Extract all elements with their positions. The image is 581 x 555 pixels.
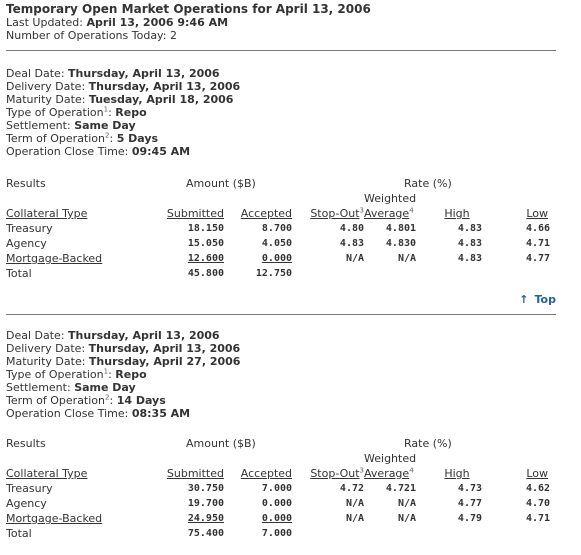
maturity-date-label: Maturity Date: <box>6 93 86 106</box>
table-row <box>6 511 556 526</box>
term-label: Term of Operation <box>6 394 105 407</box>
operations-count <box>6 29 556 42</box>
footnote-2-link[interactable]: 2 <box>105 393 110 402</box>
table-group-header <box>6 176 556 191</box>
col-submitted[interactable]: Submitted <box>166 467 224 480</box>
row-high: 4.79 <box>457 513 483 524</box>
total-label: Total <box>6 527 32 540</box>
row-low: 4.71 <box>525 238 551 249</box>
page-title: Temporary Open Market Operations for April 13, 2006 <box>6 2 371 16</box>
row-submitted: 24.950 <box>187 513 224 524</box>
total-accepted: 12.750 <box>255 268 293 279</box>
settlement-value: Same Day <box>74 119 136 132</box>
col-stop-out-label[interactable]: Stop-Out <box>310 207 360 220</box>
col-stop-out <box>292 206 364 221</box>
row-low: 4.71 <box>525 513 551 524</box>
last-updated-value: April 13, 2006 9:46 AM <box>86 16 229 29</box>
term-row <box>6 394 556 407</box>
deal-date-value: Thursday, April 13, 2006 <box>68 329 220 342</box>
close-time-row <box>6 145 556 158</box>
total-label: Total <box>6 267 32 280</box>
row-accepted: 0.000 <box>261 513 293 524</box>
colon: : <box>109 394 114 407</box>
row-low: 4.66 <box>525 223 551 234</box>
delivery-date-label: Delivery Date: <box>6 80 86 93</box>
amount-header: Amount ($B) <box>186 437 256 450</box>
row-high: 4.83 <box>457 253 483 264</box>
row-collateral-type: Agency <box>6 497 47 510</box>
term-label: Term of Operation <box>6 132 105 145</box>
rate-header: Rate (%) <box>404 437 452 450</box>
table-row <box>6 221 556 236</box>
operation-block <box>6 67 556 281</box>
col-stop-out <box>292 466 364 481</box>
operation-type-value: Repo <box>115 368 147 381</box>
close-time-label: Operation Close Time: <box>6 407 129 420</box>
operation-type-row <box>6 368 556 381</box>
footnote-2-link[interactable]: 2 <box>105 131 110 140</box>
results-label: Results <box>6 437 46 450</box>
col-accepted[interactable]: Accepted <box>240 467 293 480</box>
table-total-row <box>6 526 556 541</box>
col-weighted-average <box>364 206 424 221</box>
colon: : <box>108 106 112 119</box>
row-high: 4.83 <box>457 238 483 249</box>
footnote-3-link[interactable]: 3 <box>359 466 365 475</box>
operations-count-label: Number of Operations Today: <box>6 29 167 42</box>
row-high: 4.83 <box>457 223 483 234</box>
weighted-label: Weighted <box>364 192 417 205</box>
term-value: 14 Days <box>116 394 166 407</box>
operation-type-row <box>6 106 556 119</box>
row-collateral-type: Treasury <box>6 222 53 235</box>
total-accepted: 7.000 <box>261 528 293 539</box>
table-row <box>6 236 556 251</box>
col-submitted[interactable]: Submitted <box>166 207 224 220</box>
row-low: 4.77 <box>525 253 551 264</box>
row-stop-out: 4.83 <box>339 238 365 249</box>
delivery-date-row <box>6 342 556 355</box>
row-accepted: 4.050 <box>261 238 293 249</box>
footnote-4-link[interactable]: 4 <box>409 206 414 215</box>
row-weighted-average: N/A <box>397 498 417 509</box>
close-time-row <box>6 407 556 420</box>
table-total-row <box>6 266 556 281</box>
delivery-date-value: Thursday, April 13, 2006 <box>88 342 241 355</box>
table-row <box>6 481 556 496</box>
operation-type-label: Type of Operation <box>6 106 104 119</box>
col-average-label[interactable]: Average <box>364 207 410 220</box>
col-stop-out-label[interactable]: Stop-Out <box>310 467 360 480</box>
operation-block <box>6 329 556 541</box>
divider <box>6 314 556 315</box>
row-weighted-average: 4.830 <box>385 238 417 249</box>
row-accepted: 8.700 <box>261 223 293 234</box>
row-submitted: 18.150 <box>187 223 224 234</box>
settlement-row <box>6 381 556 394</box>
total-submitted: 75.400 <box>187 528 224 539</box>
row-weighted-average: 4.721 <box>385 483 417 494</box>
maturity-date-value: Tuesday, April 18, 2006 <box>88 93 234 106</box>
col-collateral-type[interactable]: Collateral Type <box>6 467 88 480</box>
table-header-row <box>6 466 556 481</box>
row-collateral-type: Treasury <box>6 482 53 495</box>
row-weighted-average: 4.801 <box>385 223 417 234</box>
row-stop-out: N/A <box>345 513 365 524</box>
deal-date-label: Deal Date: <box>6 329 65 342</box>
results-table <box>6 176 556 281</box>
row-accepted: 0.000 <box>261 253 293 264</box>
colon: : <box>109 132 114 145</box>
row-submitted: 12.600 <box>187 253 224 264</box>
maturity-date-row <box>6 93 556 106</box>
table-group-header <box>6 436 556 451</box>
weighted-label: Weighted <box>364 452 417 465</box>
rate-header: Rate (%) <box>404 177 452 190</box>
maturity-date-label: Maturity Date: <box>6 355 86 368</box>
row-stop-out: N/A <box>345 498 365 509</box>
footnote-3-link[interactable]: 3 <box>359 206 365 215</box>
delivery-date-value: Thursday, April 13, 2006 <box>88 80 241 93</box>
row-weighted-average: N/A <box>397 253 417 264</box>
col-low[interactable]: Low <box>526 467 549 480</box>
maturity-date-value: Thursday, April 27, 2006 <box>88 355 241 368</box>
row-submitted: 19.700 <box>187 498 224 509</box>
row-submitted: 30.750 <box>187 483 224 494</box>
last-updated-label: Last Updated: <box>6 16 83 29</box>
row-high: 4.77 <box>457 498 483 509</box>
footnote-1-link[interactable]: 1 <box>103 367 109 376</box>
row-accepted: 7.000 <box>261 483 293 494</box>
colon: : <box>108 368 112 381</box>
deal-date-label: Deal Date: <box>6 67 65 80</box>
settlement-label: Settlement: <box>6 381 71 394</box>
operation-type-label: Type of Operation <box>6 368 104 381</box>
row-low: 4.70 <box>525 498 551 509</box>
results-label: Results <box>6 177 46 190</box>
divider <box>6 50 556 51</box>
col-high[interactable]: High <box>444 467 470 480</box>
results-table <box>6 436 556 541</box>
term-row <box>6 132 556 145</box>
top-link-label: Top <box>534 293 556 306</box>
settlement-label: Settlement: <box>6 119 71 132</box>
row-stop-out: 4.80 <box>339 223 365 234</box>
row-accepted: 0.000 <box>261 498 293 509</box>
total-submitted: 45.800 <box>187 268 224 279</box>
col-low[interactable]: Low <box>526 207 549 220</box>
maturity-date-row <box>6 355 556 368</box>
term-value: 5 Days <box>116 132 159 145</box>
footnote-1-link[interactable]: 1 <box>103 105 109 114</box>
amount-header: Amount ($B) <box>186 177 256 190</box>
row-stop-out: N/A <box>345 253 365 264</box>
row-collateral-type-link[interactable]: Mortgage-Backed <box>6 512 103 525</box>
table-row <box>6 251 556 266</box>
footnote-4-link[interactable]: 4 <box>409 466 414 475</box>
settlement-value: Same Day <box>74 381 136 394</box>
deal-date-row <box>6 329 556 342</box>
row-weighted-average: N/A <box>397 513 417 524</box>
table-subheader-top <box>6 191 556 206</box>
row-submitted: 15.050 <box>187 238 224 249</box>
close-time-value: 09:45 AM <box>131 145 191 158</box>
col-high[interactable]: High <box>444 207 470 220</box>
table-row <box>6 496 556 511</box>
close-time-label: Operation Close Time: <box>6 145 129 158</box>
row-stop-out: 4.72 <box>339 483 365 494</box>
arrow-up-icon: ↑ <box>519 293 529 306</box>
delivery-date-label: Delivery Date: <box>6 342 86 355</box>
row-collateral-type-link[interactable]: Mortgage-Backed <box>6 252 103 265</box>
table-header-row <box>6 206 556 221</box>
page-content <box>6 0 556 541</box>
col-average-label[interactable]: Average <box>364 467 410 480</box>
operation-type-value: Repo <box>115 106 147 119</box>
row-high: 4.73 <box>457 483 483 494</box>
deal-date-row <box>6 67 556 80</box>
row-low: 4.62 <box>525 483 551 494</box>
delivery-date-row <box>6 80 556 93</box>
row-collateral-type: Agency <box>6 237 47 250</box>
last-updated <box>6 16 556 29</box>
settlement-row <box>6 119 556 132</box>
col-collateral-type[interactable]: Collateral Type <box>6 207 88 220</box>
col-weighted-average <box>364 466 424 481</box>
close-time-value: 08:35 AM <box>131 407 191 420</box>
deal-date-value: Thursday, April 13, 2006 <box>68 67 220 80</box>
table-subheader-top <box>6 451 556 466</box>
back-to-top-link[interactable] <box>6 293 556 306</box>
col-accepted[interactable]: Accepted <box>240 207 293 220</box>
operations-count-value: 2 <box>169 29 177 42</box>
